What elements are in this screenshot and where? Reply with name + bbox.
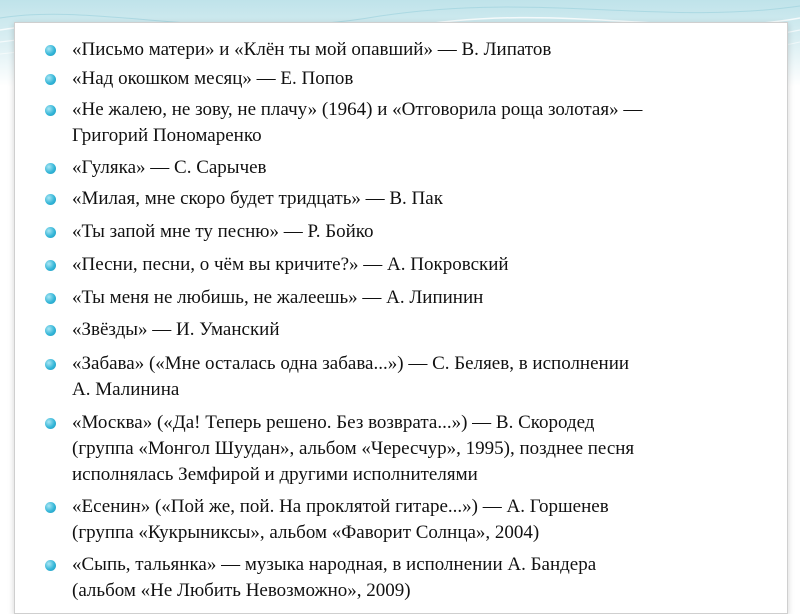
list-item-text: «Не жалею, не зову, не плачу» (1964) и «Отговорила роща золотая» — Григорий Пономаренко	[72, 99, 643, 146]
list-item-text: «Сыпь, тальянка» — музыка народная, в исполнении А. Бандера (альбом «Не Любить Невозможно», 2009)	[72, 554, 597, 601]
list-item-text: «Ты запой мне ту песню» — Р. Бойко	[72, 221, 374, 242]
list-item-text: «Песни, песни, о чём вы кричите?» — А. Покровский	[72, 254, 509, 275]
bullet-icon	[45, 227, 56, 238]
bullet-icon	[45, 260, 56, 271]
bullet-icon	[45, 418, 56, 429]
bullet-icon	[45, 105, 56, 116]
list-item-text: «Милая, мне скоро будет тридцать» — В. Пак	[72, 188, 443, 209]
list-item-text: «Звёзды» — И. Уманский	[72, 319, 280, 340]
list-item-text: «Гуляка» — С. Сарычев	[72, 157, 267, 178]
list-item-text: «Над окошком месяц» — Е. Попов	[72, 68, 354, 89]
list-item-text: «Москва» («Да! Теперь решено. Без возврата...») — В. Скородед (группа «Монгол Шуудан», альбом «Чересчур», 1995), позднее песня исполнялась Земфирой и другими исполнителями	[72, 412, 635, 485]
bullet-icon	[45, 560, 56, 571]
list-item-text: «Забава» («Мне осталась одна забава...») — С. Беляев, в исполнении А. Малинина	[72, 353, 630, 400]
list-item-text: «Есенин» («Пой же, пой. На проклятой гитаре...») — А. Горшенев (группа «Кукрыниксы», альбом «Фаворит Солнца», 2004)	[72, 496, 609, 543]
bullet-icon	[45, 325, 56, 336]
list-item-text: «Письмо матери» и «Клён ты мой опавший» — В. Липатов	[72, 39, 552, 60]
bullet-icon	[45, 45, 56, 56]
bullet-icon	[45, 359, 56, 370]
bullet-icon	[45, 74, 56, 85]
slide-content	[14, 22, 788, 614]
bullet-icon	[45, 194, 56, 205]
bullet-icon	[45, 502, 56, 513]
bullet-icon	[45, 293, 56, 304]
bullet-icon	[45, 163, 56, 174]
list-item-text: «Ты меня не любишь, не жалеешь» — А. Липинин	[72, 287, 484, 308]
